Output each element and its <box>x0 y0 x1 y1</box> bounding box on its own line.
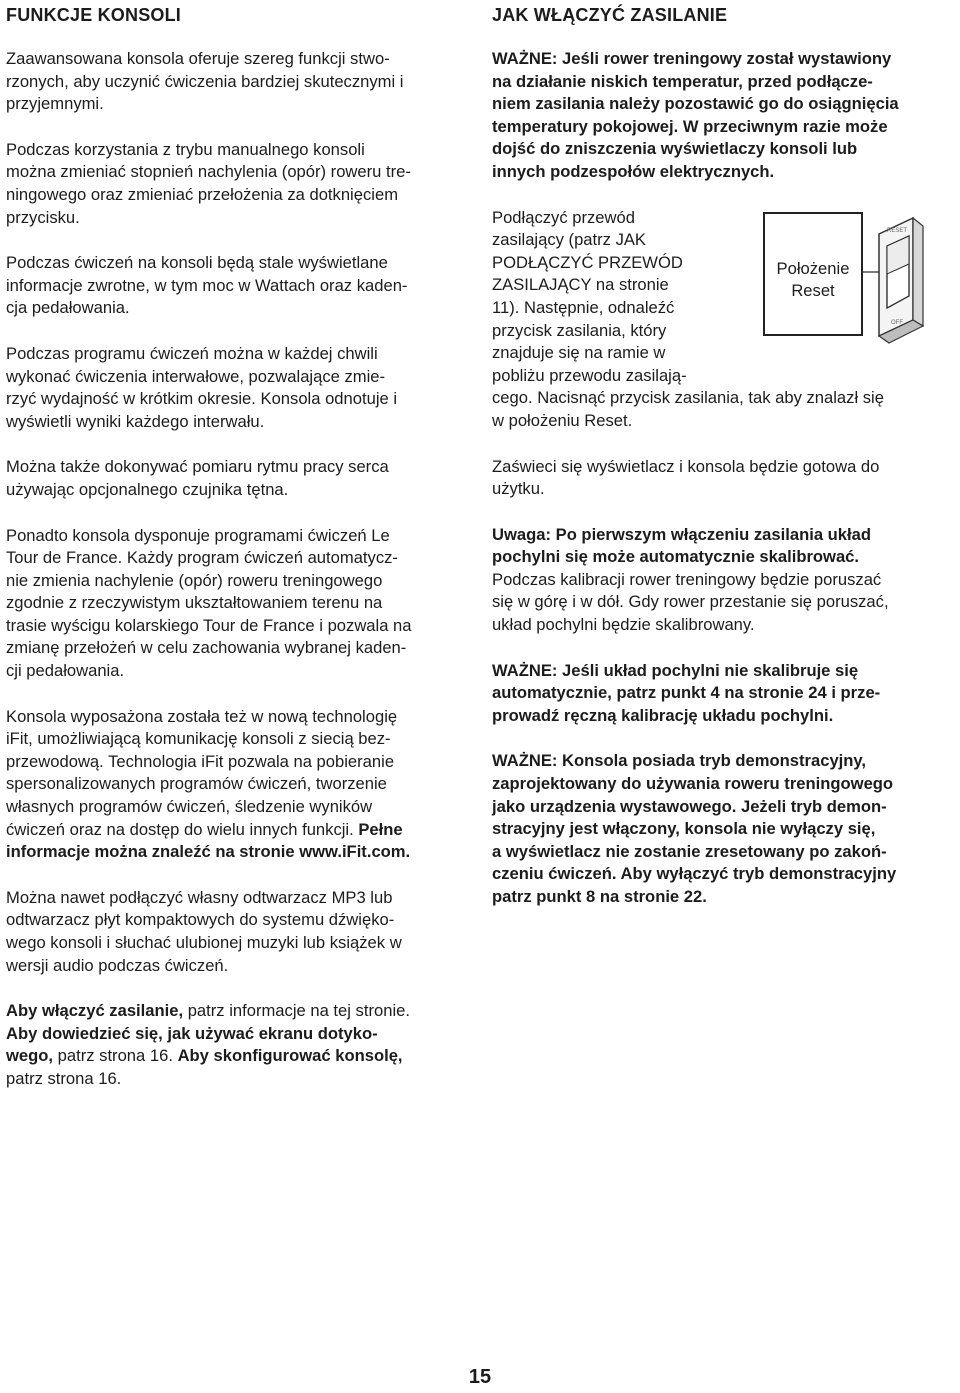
paragraph: Ponadto konsola dysponuje programami ćwiczeń Le Tour de France. Każdy program ćwiczeń automatycz- nie zmienia nachylenie (opór) roweru treningowego zgodnie z rzeczywistym ukształtowaniem terenu na trasie wyścigu kolarskiego Tour de France i pozwala na zmianę przełożeń w celu zachowania wybranej kaden- cji pedałowania. <box>6 525 412 681</box>
paragraph: Można także dokonywać pomiaru rytmu pracy serca używając opcjonalnego czujnika tętna. <box>6 457 389 499</box>
ref-power-text: patrz informacje na tej stronie. <box>187 1001 410 1021</box>
ref-configure: Aby skonfigurować konsolę, <box>177 1046 403 1066</box>
note-paragraph <box>492 524 952 637</box>
reset-switch-diagram <box>763 212 947 349</box>
note-text: Podczas kalibracji rower treningowy będzie poruszać się w górę i w dół. Gdy rower przestanie się poruszać, układ pochylni będzie skalibrowany. <box>492 569 889 635</box>
switch-off-mark: OFF <box>891 320 903 326</box>
page-number: 15 <box>468 1366 492 1388</box>
warning-paragraph: WAŻNE: Jeśli układ pochylni nie skalibruje się automatycznie, patrz punkt 4 na stronie 24 i prze- prowadź ręczną kalibrację układu pochylni. <box>492 660 881 725</box>
paragraph: Można nawet podłączyć własny odtwarzacz MP3 lub odtwarzacz płyt kompaktowych do systemu dźwięko- wego konsoli i słuchać ulubionej muzyki lub książek w wersji audio podczas ćwiczeń. <box>6 887 402 975</box>
ifit-text: Konsola wyposażona została też w nową technologię iFit, umożliwiającą komunikację konsoli z siecią bez- przewodową. Technologia iFit pozwala na pobieranie spersonalizowanych programów ćwiczeń, tworzenie własnych programów ćwiczeń, śledzenie wyników ćwiczeń oraz na dostęp do wielu innych funkcji. <box>6 706 398 839</box>
note-bold: Uwaga: Po pierwszym włączeniu zasilania układ pochylni się może automatycznie skalibrować. <box>492 524 872 567</box>
paragraph-power-instructions-b: cego. Nacisnąć przycisk zasilania, tak aby znalazł się w położeniu Reset. <box>492 388 884 430</box>
paragraph: Podczas korzystania z trybu manualnego konsoli można zmieniać stopnień nachylenia (opór) roweru tre- ningowego oraz zmieniać przełożenia za dotknięciem przycisku. <box>6 139 411 227</box>
paragraph-power-instructions-a: Podłączyć przewód zasilający (patrz JAK PODŁĄCZYĆ PRZEWÓD ZASILAJĄCY na stronie 11). Następnie, odnaleźć przycisk zasilania, który znajduje się na ramie w pobliżu przewodu zasilają- <box>492 207 687 385</box>
warning-paragraph: WAŻNE: Konsola posiada tryb demonstracyjny, zaprojektowany do używania roweru treningowego jako urządzenia wystawowego. Jeżeli tryb demon- stracyjny jest włączony, konsola nie wyłączy się, a wyświetlacz nie zostanie zresetowany po zakoń- czeniu ćwiczeń. Aby wyłączyć tryb demonstracyjny patrz punkt 8 na stronie 22. <box>492 751 897 906</box>
paragraph-ifit <box>6 706 468 864</box>
ifit-link-text: Pełne informacje można znaleźć na stronie www.iFit.com. <box>6 819 411 862</box>
reset-position-label: Położenie Reset <box>776 259 850 300</box>
paragraph: Zaświeci się wyświetlacz i konsola będzie gotowa do użytku. <box>492 456 880 499</box>
paragraph: Zaawansowana konsola oferuje szereg funkcji stwo- rzonych, aby uczynić ćwiczenia bardziej skutecznymi i przyjemnymi. <box>6 49 404 114</box>
section-title-power-on: JAK WŁĄCZYĆ ZASILANIE <box>492 5 728 25</box>
paragraph-references <box>6 1000 468 1090</box>
rocker-switch-icon <box>763 212 947 349</box>
ref-touchscreen-text: patrz strona 16. <box>53 1046 178 1066</box>
ref-power: Aby włączyć zasilanie, <box>6 1001 184 1021</box>
left-column <box>6 0 468 1091</box>
right-column <box>492 0 952 909</box>
ref-configure-text: patrz strona 16. <box>6 1068 122 1088</box>
switch-reset-mark: RESET <box>886 228 908 234</box>
section-title-console-features: FUNKCJE KONSOLI <box>6 5 182 25</box>
paragraph: Podczas ćwiczeń na konsoli będą stale wyświetlane informacje zwrotne, w tym moc w Wattach oraz kaden- cja pedałowania. <box>6 253 408 318</box>
warning-paragraph: WAŻNE: Jeśli rower treningowy został wystawiony na działanie niskich temperatur, przed podłącze- niem zasilania należy pozostawić go do osiągnięcia temperatury pokojowej. W przeciwnym razie może dojść do zniszczenia wyświetlaczy konsoli lub innych podzespołów elektrycznych. <box>492 49 899 181</box>
ref-touchscreen: Aby dowiedzieć się, jak używać ekranu dotyko- wego, <box>6 1023 378 1066</box>
paragraph: Podczas programu ćwiczeń można w każdej chwili wykonać ćwiczenia interwałowe, pozwalające zmie- rzyć wydajność w krótkim okresie. Konsola odnotuje i wyświetli wyniki każdego interwału. <box>6 343 398 431</box>
